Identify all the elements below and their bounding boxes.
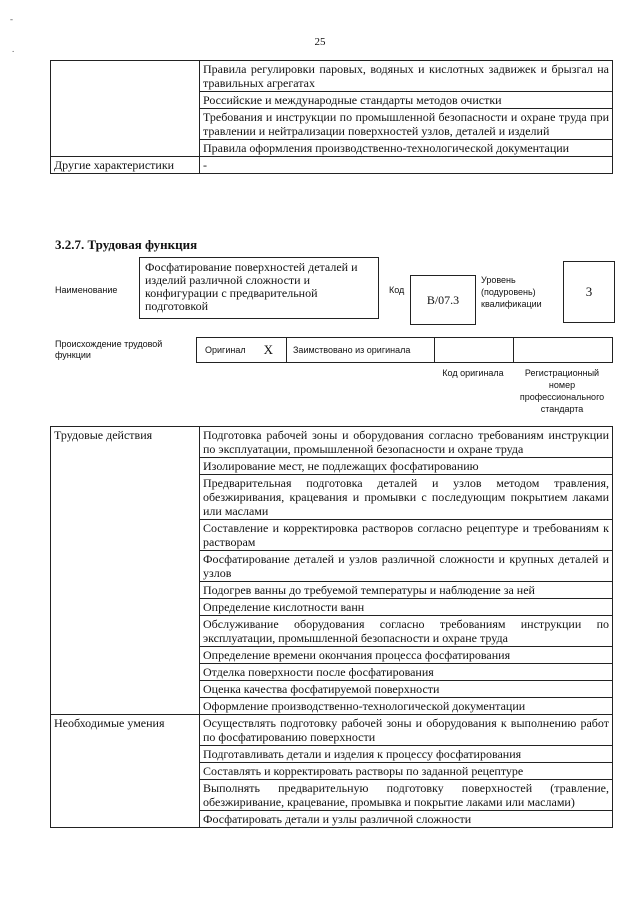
- origin-row: [196, 337, 613, 363]
- table-cell: Российские и международные стандарты методов очистки: [200, 92, 613, 109]
- function-code: B/07.3: [410, 275, 476, 325]
- code-label: Код: [389, 285, 405, 295]
- scan-mark: .: [12, 44, 15, 54]
- table-cell: Оформление производственно-технологической документации: [200, 698, 613, 715]
- table-cell: Подготавливать детали и изделия к процессу фосфатирования: [200, 746, 613, 763]
- scan-mark: -: [10, 14, 13, 24]
- table-cell: Правила регулировки паровых, водяных и кислотных задвижек и брызгал на травильных агрегатах: [200, 61, 613, 92]
- table-row: [51, 427, 613, 458]
- origin-code-cell: [435, 338, 514, 362]
- function-name: Фосфатирование поверхностей деталей и изделий различной сложности и конфигурации с предварительной подготовкой: [139, 257, 379, 319]
- table-cell: Обслуживание оборудования согласно требованиям инструкции по эксплуатации, промышленной безопасности и охране труда: [200, 616, 613, 647]
- table-cell: Осуществлять подготовку рабочей зоны и оборудования к выполнению работ по фосфатированию поверхности: [200, 715, 613, 746]
- knowledge-table: [50, 60, 613, 174]
- table-cell: Правила оформления производственно-технологической документации: [200, 140, 613, 157]
- table-cell: Предварительная подготовка деталей и узлов методом травления, обезжиривания, крацевания и промывки с последующим покрытием лаками или маслами: [200, 475, 613, 520]
- table-cell: Составлять и корректировать растворы по заданной рецептуре: [200, 763, 613, 780]
- table-row: [51, 715, 613, 746]
- table-cell: Определение времени окончания процесса фосфатирования: [200, 647, 613, 664]
- origin-label: Происхождение трудовой функции: [55, 339, 163, 360]
- table-cell: Требования и инструкции по промышленной безопасности и охране труда при травлении и нейтрализации поверхностей узлов, деталей и изделий: [200, 109, 613, 140]
- code-caption: Код оригинала: [442, 368, 504, 378]
- table-cell: Подготовка рабочей зоны и оборудования согласно требованиям инструкции по эксплуатации, промышленной безопасности и охране труда: [200, 427, 613, 458]
- table-row: [51, 61, 613, 92]
- borrowed-label: Заимствовано из оригинала: [287, 338, 435, 362]
- original-mark: X: [263, 342, 273, 357]
- table-cell: Подогрев ванны до требуемой температуры и наблюдение за ней: [200, 582, 613, 599]
- table-cell: -: [200, 157, 613, 174]
- section-title: 3.2.7. Трудовая функция: [55, 237, 198, 252]
- labor-actions-table: [50, 426, 613, 828]
- registration-caption: Регистрационный номер профессионального стандарта: [519, 368, 605, 414]
- table-cell: Составление и корректировка растворов согласно рецептуре и требованиям к растворам: [200, 520, 613, 551]
- table-cell: Выполнять предварительную подготовку поверхностей (травление, обезжиривание, крацевание, промывка и покрытие лаками или маслами): [200, 780, 613, 811]
- original-label: Оригинал: [205, 345, 246, 355]
- name-label: Наименование: [55, 285, 118, 295]
- row-label: [51, 61, 200, 157]
- qualification-level: 3: [563, 261, 615, 323]
- table-cell: Оценка качества фосфатируемой поверхности: [200, 681, 613, 698]
- table-cell: Отделка поверхности после фосфатирования: [200, 664, 613, 681]
- page-number: 25: [314, 36, 326, 48]
- row-label: Другие характеристики: [51, 157, 200, 174]
- level-label: Уровень (подуровень) квалификации: [481, 275, 542, 309]
- table-cell: Определение кислотности ванн: [200, 599, 613, 616]
- row-label: Трудовые действия: [51, 427, 200, 715]
- table-cell: Фосфатирование деталей и узлов различной сложности и крупных деталей и узлов: [200, 551, 613, 582]
- table-cell: Фосфатировать детали и узлы различной сложности: [200, 811, 613, 828]
- registration-cell: [513, 338, 612, 362]
- table-cell: Изолирование мест, не подлежащих фосфатированию: [200, 458, 613, 475]
- row-label: Необходимые умения: [51, 715, 200, 828]
- table-row: [51, 157, 613, 174]
